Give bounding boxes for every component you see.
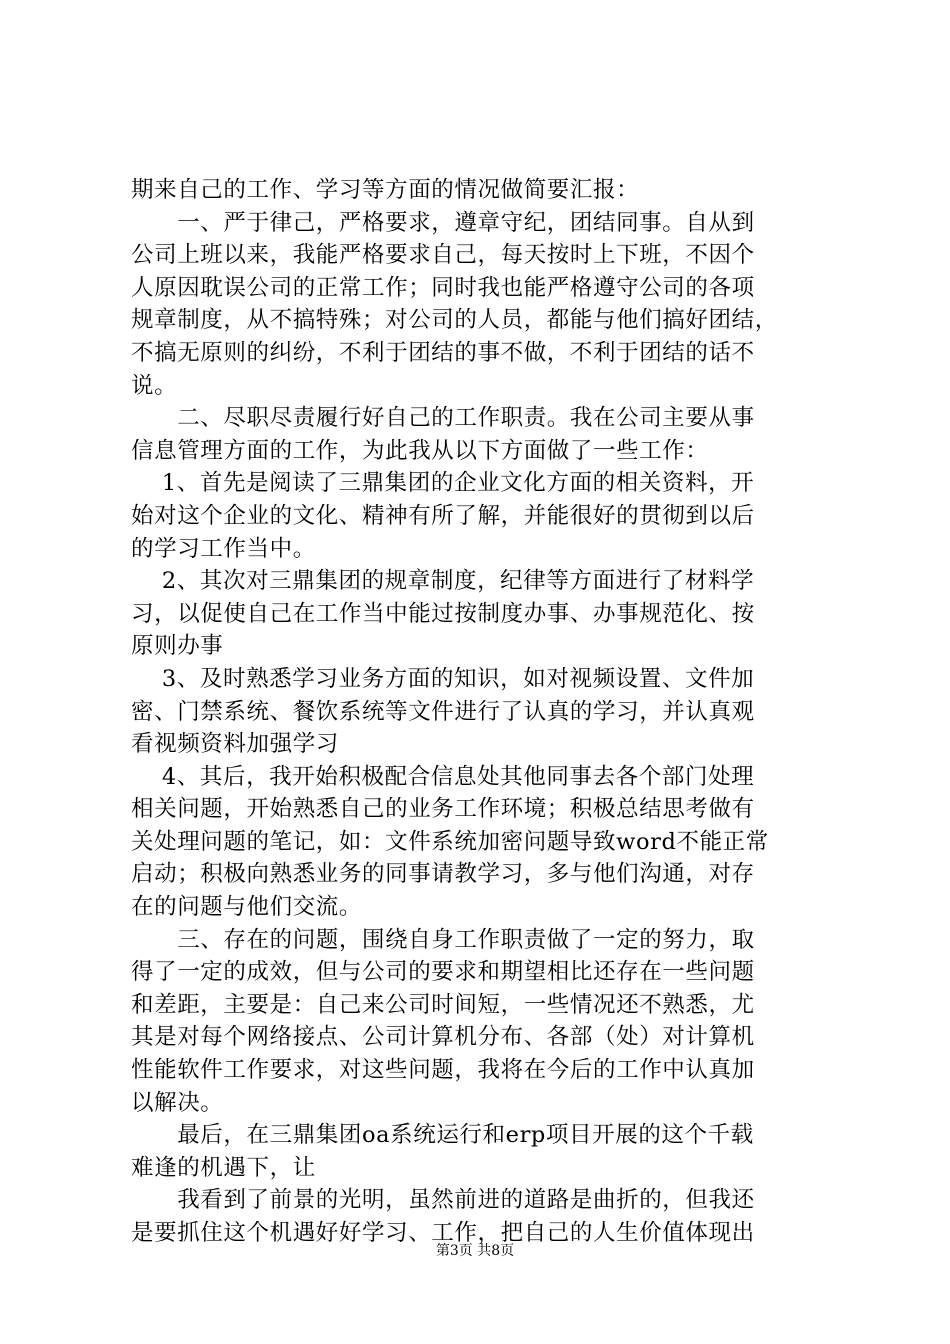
text-line: 关处理问题的笔记，如：文件系统加密问题导致word不能正常 <box>131 828 769 855</box>
text-line: 期来自己的工作、学习等方面的情况做简要汇报： <box>131 177 640 203</box>
text-line: 人原因耽误公司的正常工作；同时我也能严格遵守公司的各项 <box>131 274 755 301</box>
text-line: 最后，在三鼎集团oa系统运行和erp项目开展的这个千载 <box>131 1122 754 1149</box>
text-line: 的学习工作当中。 <box>131 535 316 562</box>
text-line: 说。 <box>131 372 178 399</box>
text-line: 性能软件工作要求，对这些问题，我将在今后的工作中认真加 <box>131 1057 755 1084</box>
text-line: 得了一定的成效，但与公司的要求和期望相比还存在一些问题 <box>131 959 755 986</box>
text-line: 以解决。 <box>131 1089 224 1116</box>
text-line: 一、严于律己，严格要求，遵章守纪，团结同事。自从到 <box>131 209 755 236</box>
text-line: 在的问题与他们交流。 <box>131 894 363 921</box>
text-line: 其是对每个网络接点、公司计算机分布、各部（处）对计算机 <box>131 1024 755 1051</box>
text-line: 公司上班以来，我能严格要求自己，每天按时上下班，不因个 <box>131 242 755 269</box>
text-line: 难逢的机遇下，让 <box>131 1154 316 1181</box>
page-number-footer: 第3页 共8页 <box>435 1243 515 1259</box>
text-line: 不搞无原则的纠纷，不利于团结的事不做，不利于团结的话不 <box>131 339 755 366</box>
text-line: 我看到了前景的光明，虽然前进的道路是曲折的，但我还 <box>131 1187 755 1214</box>
text-line: 是要抓住这个机遇好好学习、工作，把自己的人生价值体现出 <box>131 1220 755 1246</box>
text-line: 2、其次对三鼎集团的规章制度，纪律等方面进行了材料学 <box>131 568 755 595</box>
text-line: 和差距，主要是：自己来公司时间短，一些情况还不熟悉，尤 <box>131 991 755 1018</box>
text-line: 3、及时熟悉学习业务方面的知识，如对视频设置、文件加 <box>131 665 755 692</box>
text-line: 1、首先是阅读了三鼎集团的企业文化方面的相关资料，开 <box>131 470 755 497</box>
text-line: 原则办事 <box>131 633 224 660</box>
text-line: 看视频资料加强学习 <box>131 731 339 758</box>
text-line: 规章制度，从不搞特殊；对公司的人员，都能与他们搞好团结， <box>131 307 778 334</box>
text-line: 三、存在的问题，围绕自身工作职责做了一定的努力，取 <box>131 926 755 953</box>
text-line: 信息管理方面的工作，为此我从以下方面做了一些工作： <box>131 437 709 464</box>
text-line: 习，以促使自己在工作当中能过按制度办事、办事规范化、按 <box>131 600 755 627</box>
text-line: 始对这个企业的文化、精神有所了解，并能很好的贯彻到以后 <box>131 502 755 529</box>
document-body <box>131 174 831 1250</box>
text-line: 二、尽职尽责履行好自己的工作职责。我在公司主要从事 <box>131 405 755 432</box>
text-line: 启动；积极向熟悉业务的同事请教学习，多与他们沟通，对存 <box>131 861 755 888</box>
text-line: 4、其后，我开始积极配合信息处其他同事去各个部门处理 <box>131 763 755 790</box>
text-line: 相关问题，开始熟悉自己的业务工作环境；积极总结思考做有 <box>131 796 755 823</box>
text-line: 密、门禁系统、餐饮系统等文件进行了认真的学习，并认真观 <box>131 698 755 725</box>
